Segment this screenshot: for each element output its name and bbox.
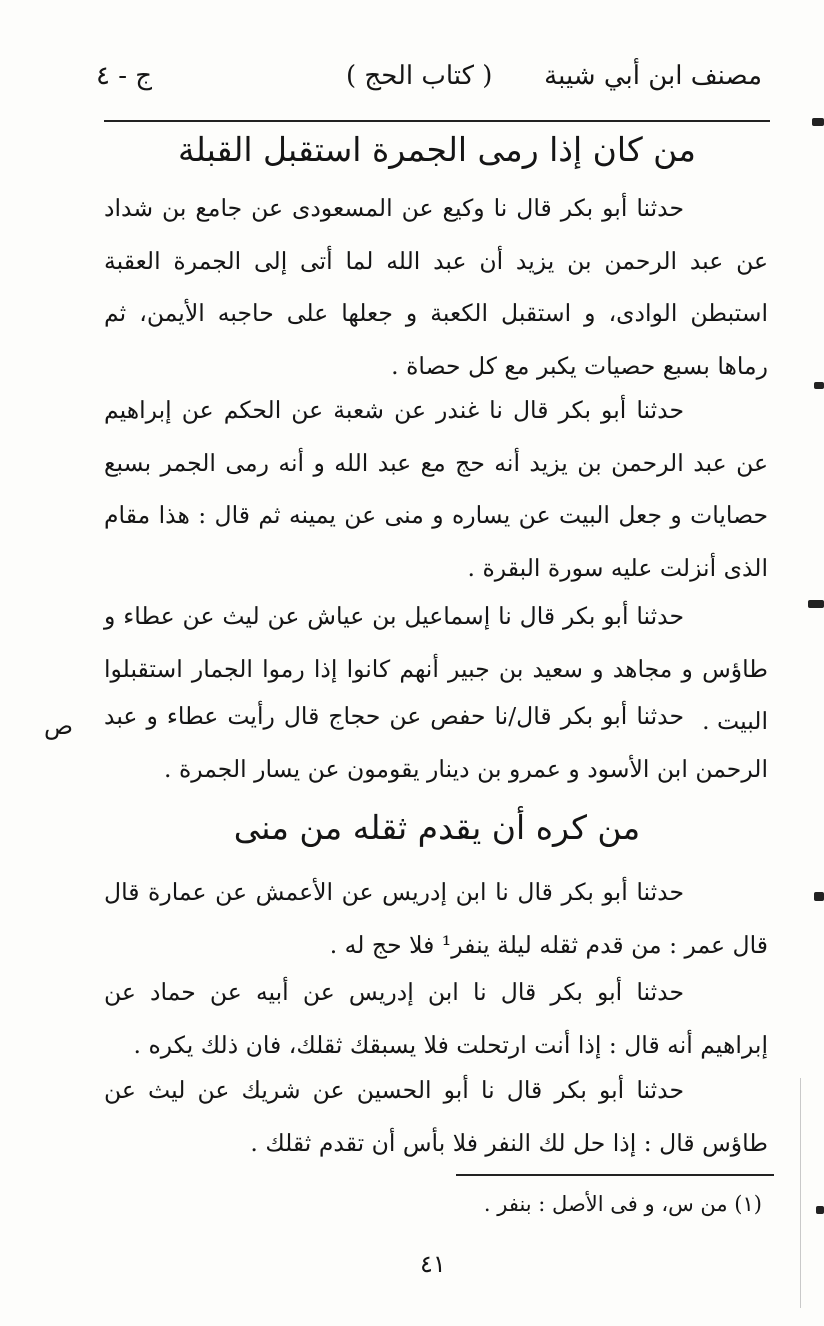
scan-mark (814, 382, 824, 389)
paragraph-2-2: حدثنا أبو بكر قال نا ابن إدريس عن أبيه عن حماد عن إبراهيم أنه قال : إذا أنت ارتحلت فلا يسبقك ثقلك، فان ذلك يكره . (104, 978, 768, 1059)
header-book-title: مصنف ابن أبي شيبة (544, 61, 762, 91)
paragraph-1-4: حدثنا أبو بكر قال/نا حفص عن حجاج قال رأيت عطاء و عبد الرحمن ابن الأسود و عمرو بن دينار يقومون عن يسار الجمرة . (104, 702, 768, 783)
header-section-title: ( كتاب الحج ) (346, 61, 493, 91)
paragraph-2-3: حدثنا أبو بكر قال نا أبو الحسين عن شريك عن ليث عن طاؤس قال : إذا حل لك النفر فلا بأس أن تقدم ثقلك . (104, 1076, 768, 1157)
scan-edge-line (800, 1078, 801, 1308)
footnote-rule (456, 1174, 774, 1176)
scan-mark (812, 118, 824, 126)
scan-mark (814, 892, 824, 901)
footnote: (١) من س، و فى الأصل : بنفر . (483, 1192, 762, 1216)
header-rule (104, 120, 770, 122)
section-heading-1: من كان إذا رمى الجمرة استقبل القبلة (178, 130, 696, 169)
margin-note: ص (44, 712, 74, 740)
paragraph-1-3: حدثنا أبو بكر قال نا إسماعيل بن عياش عن ليث عن عطاء و طاؤس و مجاهد و سعيد بن جبير أنهم كانوا إذا رموا الجمار استقبلوا البيت . (104, 602, 768, 735)
paragraph-2-1: حدثنا أبو بكر قال نا ابن إدريس عن الأعمش عن عمارة قال قال عمر : من قدم ثقله ليلة ينفر¹ فلا حج له . (104, 878, 768, 959)
scan-mark (808, 600, 824, 608)
paragraph-1-2: حدثنا أبو بكر قال نا غندر عن شعبة عن الحكم عن إبراهيم عن عبد الرحمن بن يزيد أنه حج مع عبد الله و أنه رمى الجمر بسبع حصايات و جعل البيت عن يساره و منى عن يمينه ثم قال : هذا مقام الذى أنزلت عليه سورة البقرة . (104, 396, 768, 582)
section-heading-2: من كره أن يقدم ثقله من منى (233, 808, 641, 847)
header-volume: ج - ٤ (96, 61, 153, 91)
page-number: ٤١ (420, 1250, 446, 1278)
scan-mark (816, 1206, 824, 1214)
paragraph-1-1: حدثنا أبو بكر قال نا وكيع عن المسعودى عن جامع بن شداد عن عبد الرحمن بن يزيد أن عبد الله لما أتى إلى الجمرة العقبة استبطن الوادى، و استقبل الكعبة و جعلها على حاجبه الأيمن، ثم رماها بسبع حصيات يكبر مع كل حصاة . (104, 194, 768, 380)
